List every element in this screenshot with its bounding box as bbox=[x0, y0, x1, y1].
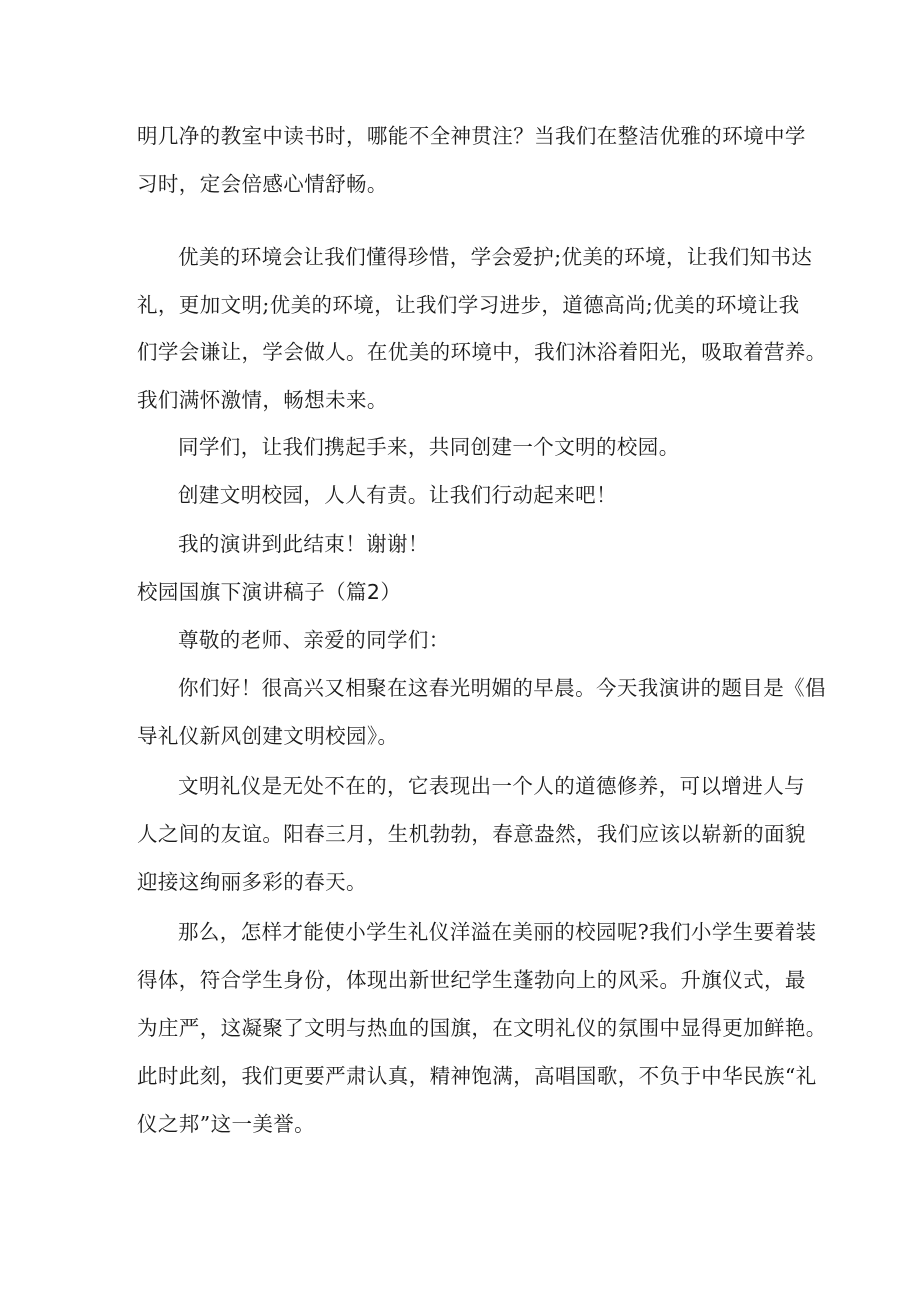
paragraph-line: 导礼仪新风创建文明校园》。 bbox=[137, 724, 399, 748]
paragraph-line: 优美的环境会让我们懂得珍惜，学会爱护;优美的环境，让我们知书达 bbox=[178, 245, 813, 269]
paragraph-line: 我的演讲到此结束！谢谢！ bbox=[178, 532, 429, 556]
paragraph-line: 为庄严，这凝聚了文明与热血的国旗，在文明礼仪的氛围中显得更加鲜艳。 bbox=[137, 1016, 827, 1040]
paragraph-line: 们学会谦让，学会做人。在优美的环境中，我们沐浴着阳光，吸取着营养。 bbox=[137, 340, 827, 364]
paragraph-line: 此时此刻，我们更要严肃认真，精神饱满，高唱国歌，不负于中华民族“礼 bbox=[137, 1064, 817, 1088]
paragraph-line: 礼，更加文明;优美的环境，让我们学习进步，道德高尚;优美的环境让我 bbox=[137, 293, 800, 317]
salutation: 尊敬的老师、亲爱的同学们： bbox=[178, 628, 450, 652]
paragraph-line: 同学们，让我们携起手来，共同创建一个文明的校园。 bbox=[178, 435, 680, 459]
paragraph-line: 得体，符合学生身份，体现出新世纪学生蓬勃向上的风采。升旗仪式，最 bbox=[137, 968, 806, 992]
paragraph-line: 明几净的教室中读书时，哪能不全神贯注？当我们在整洁优雅的环境中学 bbox=[137, 124, 806, 148]
paragraph-line: 仪之邦”这一美誉。 bbox=[137, 1112, 316, 1136]
paragraph-line: 我们满怀激情，畅想未来。 bbox=[137, 388, 388, 412]
paragraph-line: 习时，定会倍感心情舒畅。 bbox=[137, 172, 388, 196]
paragraph-line: 文明礼仪是无处不在的，它表现出一个人的道德修养，可以增进人与 bbox=[178, 774, 805, 798]
paragraph-line: 人之间的友谊。阳春三月，生机勃勃，春意盎然，我们应该以崭新的面貌 bbox=[137, 822, 806, 846]
paragraph-line: 迎接这绚丽多彩的春天。 bbox=[137, 870, 367, 894]
paragraph-line: 那么，怎样才能使小学生礼仪洋溢在美丽的校园呢?我们小学生要着装 bbox=[178, 920, 817, 944]
section-heading: 校园国旗下演讲稿子（篇2） bbox=[137, 580, 402, 604]
paragraph-line: 创建文明校园，人人有责。让我们行动起来吧！ bbox=[178, 483, 617, 507]
paragraph-line: 你们好！很高兴又相聚在这春光明媚的早晨。今天我演讲的题目是《倡 bbox=[178, 676, 826, 700]
